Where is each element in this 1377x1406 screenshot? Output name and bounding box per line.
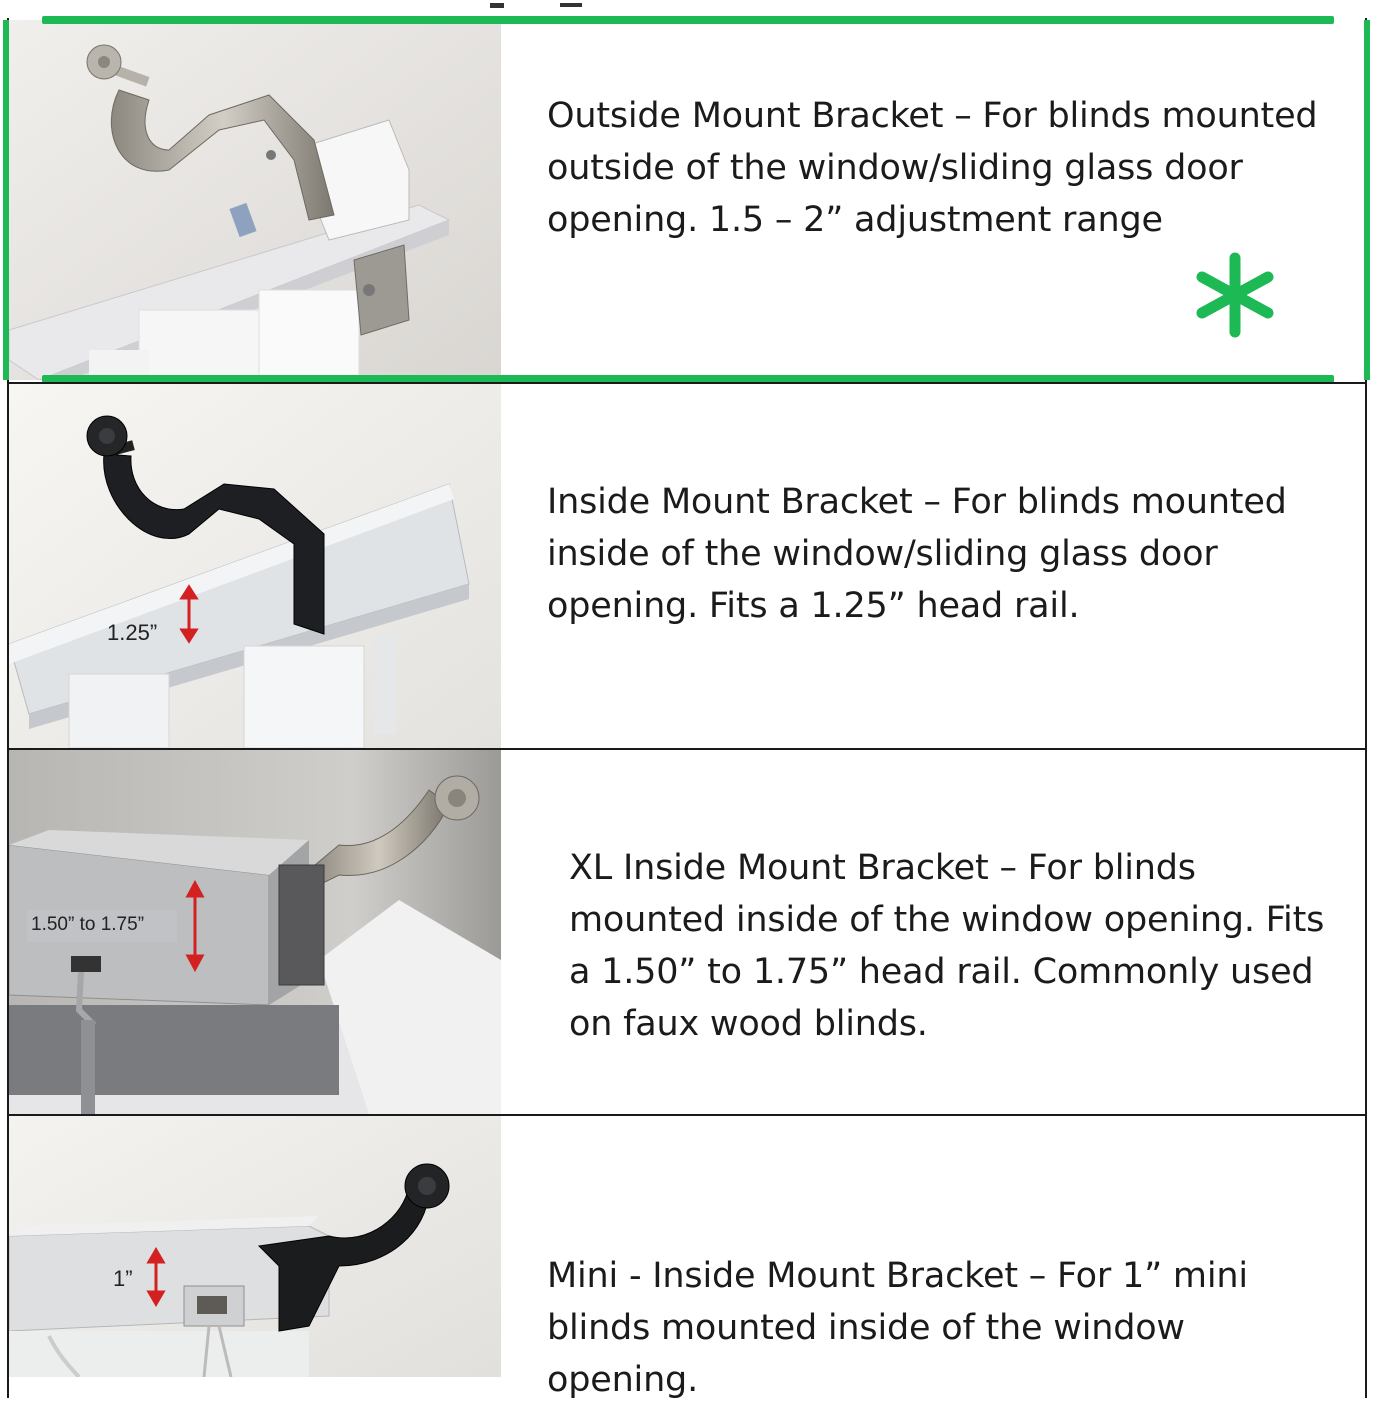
selection-highlight-right — [1364, 20, 1370, 380]
bracket-row-outside-mount[interactable] — [9, 20, 1365, 380]
mini-inside-mount-bracket-photo — [9, 1116, 501, 1377]
head-rail-measurement-label: 1” — [113, 1266, 133, 1291]
xl-inside-mount-description: XL Inside Mount Bracket – For blinds mounted inside of the window opening. Fits a 1.50” to 1.75” head rail. Commonly used on faux wood blinds. — [569, 848, 1325, 1044]
asterisk-icon — [1190, 250, 1280, 340]
outside-mount-bracket-photo — [9, 20, 501, 380]
bracket-row-inside-mount[interactable] — [9, 384, 1365, 748]
selection-highlight-top — [42, 16, 1334, 24]
selection-highlight-left — [3, 20, 9, 380]
head-rail-measurement-label: 1.25” — [107, 620, 158, 645]
inside-mount-bracket-photo — [9, 384, 501, 748]
clipped-heading-fragment — [0, 0, 1377, 12]
mini-inside-mount-description: Mini - Inside Mount Bracket – For 1” mini blinds mounted inside of the window opening. — [547, 1256, 1248, 1400]
head-rail-measurement-label: 1.50” to 1.75” — [31, 914, 145, 935]
xl-inside-mount-bracket-photo — [9, 750, 501, 1114]
inside-mount-description: Inside Mount Bracket – For blinds mounted inside of the window/sliding glass door opening. Fits a 1.25” head rail. — [547, 482, 1287, 626]
bracket-row-mini-inside-mount[interactable] — [9, 1116, 1365, 1400]
bracket-row-xl-inside-mount[interactable] — [9, 750, 1365, 1114]
outside-mount-description: Outside Mount Bracket – For blinds mounted outside of the window/sliding glass door opening. 1.5 – 2” adjustment range — [547, 96, 1318, 240]
